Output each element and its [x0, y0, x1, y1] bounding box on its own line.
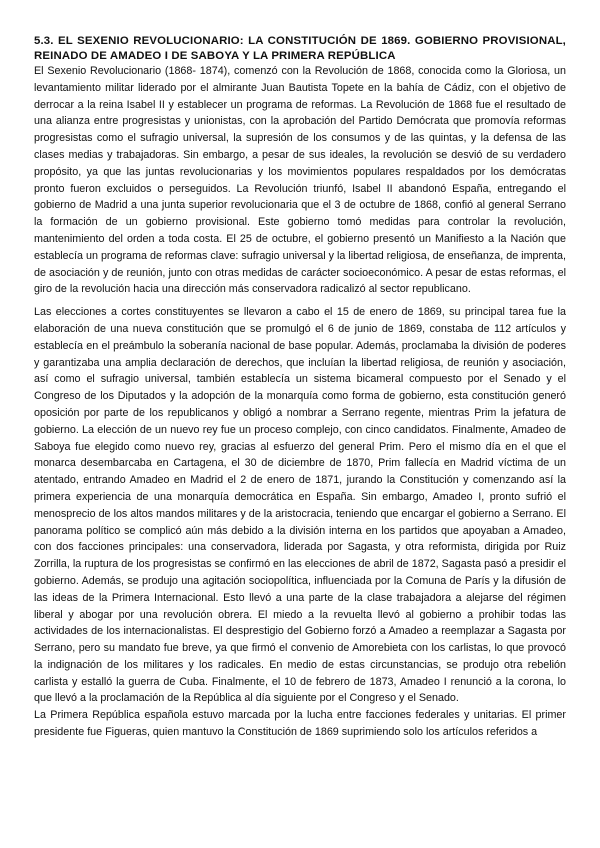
- paragraph-sexenio: El Sexenio Revolucionario (1868- 1874), comenzó con la Revolución de 1868, conocida como la Gloriosa, un levantamiento militar liderado por el almirante Juan Bautista Topete en la bahía de Cádiz, con el objetivo de derrocar a la reina Isabel II y establecer un programa de reformas. La Revolución de 1868 fue el resultado de una alianza entre progresistas y unionistas, con la aprobación del Partido Demócrata que promovía reformas progresistas como el sufragio universal, la supresión de los consumos y de las quintas, y la defensa de las clases medias y trabajadoras. Sin embargo, a pesar de sus ideales, la revolución se desvió de su verdadero propósito, ya que las juntas revolucionarias y los movimientos populares respaldados por los demócratas pronto fueron excluidos o perseguidos. La Revolución triunfó, Isabel II abandonó España, entregando el gobierno de Madrid a una junta superior revolucionaria que el 3 de octubre de 1868, confió al general Serrano la formación de un gobierno provisional. Este gobierno tomó medidas para controlar la revolución, mantenimiento del orden a toda costa. El 25 de octubre, el gobierno presentó un Manifiesto a la Nación que establecía un programa de reformas clave: sufragio universal y la libertad religiosa, de enseñanza, de imprenta, de asociación y de reunión, junto con otras medidas de carácter socioeconómico. A pesar de estas reformas, el giro de la revolución hacia una dirección más conservadora radicalizó al sector republicano.: [34, 65, 566, 296]
- paragraph-constitucion-amadeo: Las elecciones a cortes constituyentes se llevaron a cabo el 15 de enero de 1869, su principal tarea fue la elaboración de una nueva constitución que se promulgó el 6 de junio de 1869, constaba de 112 artículos y establecía en el preámbulo la soberanía nacional de base popular. Además, proclamaba la división de poderes y garantizaba una amplia declaración de derechos, que incluían la libertad religiosa, de reunión y asociación, así como el sufragio universal, también establecía un sistema bicameral compuesto por el Senado y el Congreso de los Diputados y la adopción de la monarquía como forma de gobierno, esta constitución generó oposición por parte de los republicanos y obligó a nombrar a Serrano regente, mientras Prim la jefatura de gobierno. La elección de un nuevo rey fue un proceso complejo, con cinco candidatos. Finalmente, Amadeo de Saboya fue elegido como nuevo rey, gracias al esfuerzo del general Prim. Pero el mismo día en el que el monarca desembarcaba en Cartagena, el 30 de diciembre de 1870, Prim fallecía en Madrid víctima de un atentado, entrando Amadeo en Madrid el 2 de enero de 1871, jurando la Constitución y comenzando así la primera experiencia de una monarquía democrática en España. Sin embargo, Amadeo I, pronto sufrió el menosprecio de los altos mandos militares y de la aristocracia, teniendo que encargar el gobierno a Serrano. El panorama político se complicó aún más debido a la división interna en los partidos que apoyaban a Amadeo, con dos facciones principales: una conservadora, liderada por Sagasta, y otra reformista, dirigida por Ruiz Zorrilla, la ruptura de los progresistas se confirmó en las elecciones de abril de 1872, Sagasta pasó a presidir el gobierno. Además, se produjo una agitación sociopolítica, influenciada por la Comuna de París y la difusión de las ideas de la Primera Internacional. Esto llevó a una parte de la clase trabajadora a alejarse del régimen liberal y abogar por una revolución obrera. El miedo a la revuelta llevó al gobierno a prohibir todas las actividades de los internacionalistas. El desprestigio del Gobierno forzó a Amadeo a reemplazar a Sagasta por Serrano, pero su mandato fue breve, ya que firmó el convenio de Amorebieta con los carlistas, lo que provocó la indignación de los militares y los radicales. En medio de estas circunstancias, se produjo otra rebelión carlista y estalló la guerra de Cuba. Finalmente, el 10 de febrero de 1873, Amadeo I renunció a la corona, lo que llevó a la proclamación de la República al día siguiente por el Congreso y el Senado.: [34, 306, 566, 705]
- document-page: [34, 34, 566, 771]
- paragraph-primera-republica: La Primera República española estuvo marcada por la lucha entre facciones federales y unitarias. El primer presidente fue Figueras, quien mantuvo la Constitución de 1869 suprimiendo solo los artículos referidos a: [34, 709, 566, 739]
- page-bottom-clip: [34, 707, 566, 771]
- section-title: 5.3. EL SEXENIO REVOLUCIONARIO: LA CONSTITUCIÓN DE 1869. GOBIERNO PROVISIONAL, REINADO DE AMADEO I DE SABOYA Y LA PRIMERA REPÚBLICA: [34, 35, 566, 62]
